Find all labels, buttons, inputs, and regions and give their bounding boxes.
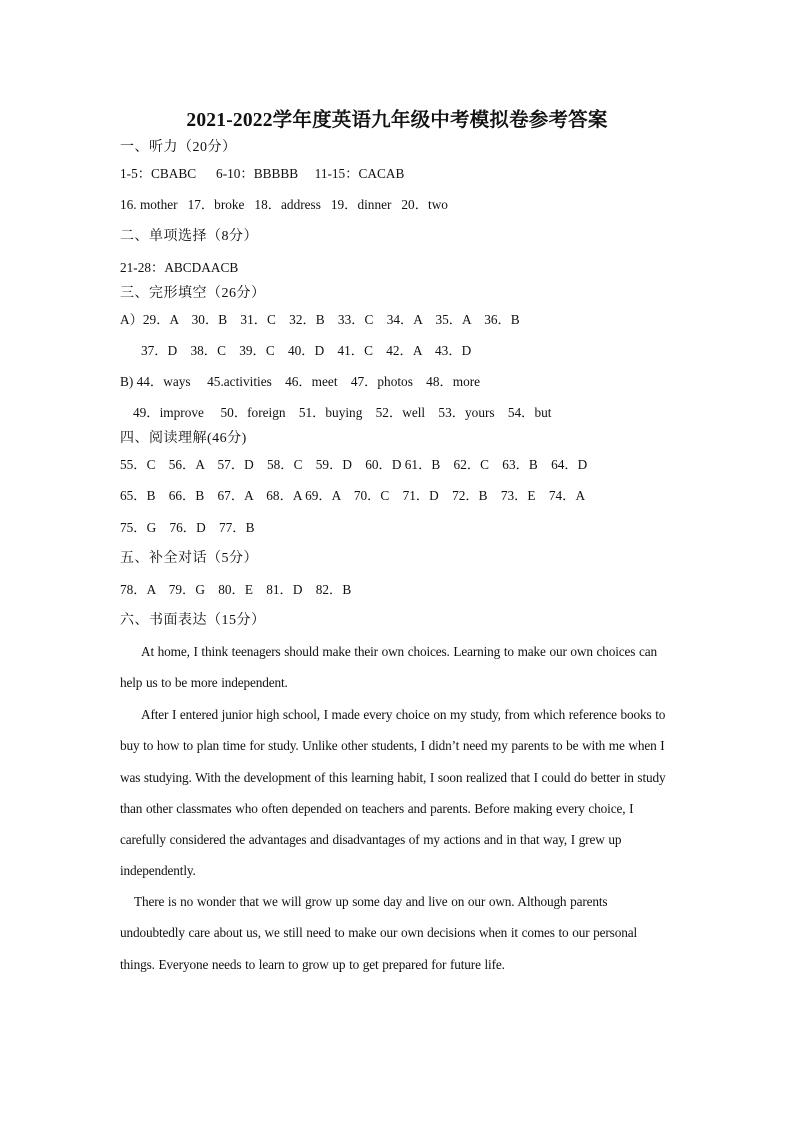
- answer-line-listening-1: 1-5：CBABC 6-10：BBBBB 11-15：CACAB: [120, 166, 405, 181]
- answer-line-reading-3: 75．G 76．D 77．B: [120, 520, 255, 535]
- answer-line-reading-1: 55．C 56．A 57．D 58．C 59．D 60．D 61．B 62．C 63．B 64．D: [120, 457, 588, 472]
- section-heading-writing: 六、书面表达（15分）: [120, 613, 266, 628]
- answer-line-cloze-3: B) 44．ways 45.activities 46．meet 47．photos 48．more: [120, 374, 481, 389]
- answer-line-cloze-4: 49．improve 50．foreign 51．buying 52．well 53．yours 54．but: [133, 405, 552, 420]
- section-heading-single-choice: 二、单项选择（8分）: [120, 229, 258, 244]
- essay-paragraph-2: After I entered junior high school, I made every choice on my study, from which reference books to buy to how to plan time for study. Unlike other students, I didn’t need my parents to be with me when I was studying. With the development of this learning habit, I soon realized that I could do better in study than other classmates who often depended on teachers and parents. Before making every choice, I carefully considered the advantages and disadvantages of my actions and in that way, I grew up independently.: [120, 707, 666, 879]
- page-title: 2021-2022学年度英语九年级中考模拟卷参考答案: [186, 110, 608, 131]
- answer-line-single-choice: 21-28：ABCDAACB: [120, 260, 239, 275]
- essay-paragraph-1: At home, I think teenagers should make their own choices. Learning to make our own choices can help us to be more independent.: [120, 644, 658, 691]
- section-heading-cloze: 三、完形填空（26分）: [120, 286, 266, 301]
- answer-line-listening-2: 16. mother 17．broke 18．address 19．dinner 20．two: [120, 197, 448, 212]
- section-heading-listening: 一、听力（20分）: [120, 140, 237, 155]
- essay-paragraph-3: There is no wonder that we will grow up some day and live on our own. Although parents undoubtedly care about us, we still need to make our own decisions when it comes to our personal things. Everyone needs to learn to grow up to get prepared for future life.: [120, 894, 637, 972]
- answer-line-cloze-2: 37．D 38．C 39．C 40．D 41．C 42．A 43．D: [141, 343, 472, 358]
- section-heading-reading: 四、阅读理解(46分): [120, 431, 247, 446]
- answer-line-dialogue: 78．A 79．G 80．E 81．D 82．B: [120, 582, 352, 597]
- answer-line-cloze-1: A）29．A 30．B 31．C 32．B 33．C 34．A 35．A 36．B: [120, 312, 520, 327]
- answer-line-reading-2: 65．B 66．B 67．A 68．A 69．A 70．C 71．D 72．B 73．E 74．A: [120, 488, 586, 503]
- section-heading-dialogue: 五、补全对话（5分）: [120, 551, 258, 566]
